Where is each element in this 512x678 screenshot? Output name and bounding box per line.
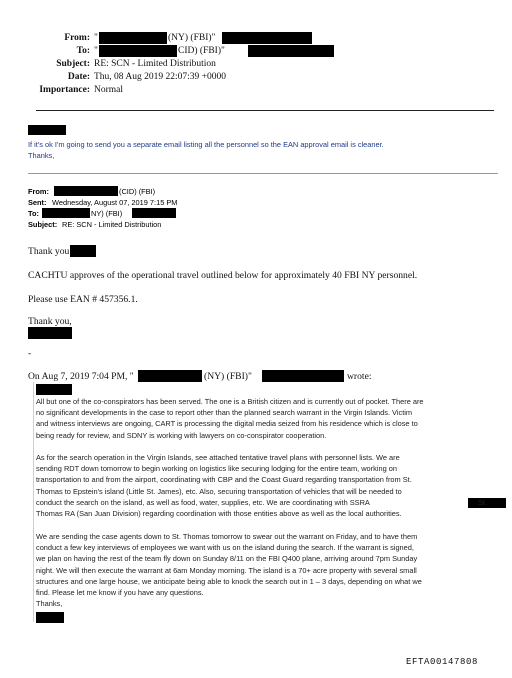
from-value: (NY) (FBI)"	[168, 33, 216, 43]
reply-thanks: Thanks,	[28, 151, 55, 160]
importance-value: Normal	[94, 85, 124, 95]
fwd-subject-label: Subject:	[28, 220, 58, 229]
approval-closing: Thank you,	[28, 316, 72, 327]
redaction-block	[28, 327, 72, 339]
separator-dash: -	[28, 348, 32, 359]
redaction-block	[36, 384, 72, 395]
redaction-block	[28, 125, 66, 135]
quoted-paragraph-1: All but one of the co-conspirators has been served. The one is a British citizen and is currently out of pocket. There are no significant developments in the case to report other than the planned search warrant in the Virgin Islands. Victim and witness interviews are ongoing, CART is processing the digital media seized from his residence which is close to being ready for review, and SDNY is working with lawyers on co-conspirator cooperation.	[36, 397, 424, 440]
fwd-subject-value: RE: SCN - Limited Distribution	[62, 220, 162, 229]
redaction-block	[262, 370, 344, 382]
redaction-block	[99, 45, 177, 57]
from-quote: "	[94, 33, 98, 43]
approval-body: CACHTU approves of the operational travel outlined below for approximately 40 FBI NY personnel.	[28, 270, 418, 281]
quoted-intro: On Aug 7, 2019 7:04 PM, "	[28, 371, 134, 382]
redaction-block	[222, 32, 312, 44]
quoted-paragraph-3: We are sending the case agents down to St. Thomas tomorrow to swear out the warrant on Friday, and to have them conduct a few key interviews of employees we want with us on the island during the search. If the warrant is signed, we plan on having the rest of the team fly down on Sunday 8/11 on the FBI Q400 plane, arriving around 7pm Sunday night. We will then execute the warrant at 6am Monday morning. The island is a 70+ acre property with several small structures and one large house, we anticipate being able to knock the search out in 1 – 3 days, depending on what we find. Please let me know if you have any questions. Thanks,	[36, 532, 422, 609]
to-label: To:	[76, 46, 90, 56]
quoted-paragraph-2: As for the search operation in the Virgin Islands, see attached tentative travel plans with personnel lists. We are sending RDT down tomorrow to begin working on logistics like securing lodging for the entire team, working on transportation to and from the airport, coordinating with CBP and the Coast Guard regarding transportation from St. Thomas to Epstein's island (Little St. James), etc. Also, securing transportation of vehicles that will be needed to conduct the search on the island, as well as food, water, supplies, etc. We are coordinating with SSRA St. Thomas RA (San Juan Division) regarding coordination with those entities above as well as the local authorities.	[36, 452, 498, 519]
to-quote: "	[94, 46, 98, 56]
from-label: From:	[64, 33, 90, 43]
quoted-intro-wrote: wrote:	[347, 371, 372, 382]
redaction-block	[248, 45, 334, 57]
fwd-to-label: To:	[28, 209, 39, 218]
fwd-sent-label: Sent:	[28, 198, 47, 207]
fwd-from-value: (CID) (FBI)	[119, 187, 156, 196]
subject-value: RE: SCN - Limited Distribution	[94, 59, 216, 69]
redaction-block	[70, 245, 96, 257]
redaction-block	[99, 32, 167, 44]
header-divider	[36, 110, 494, 111]
ean-line: Please use EAN # 457356.1.	[28, 294, 138, 305]
redaction-block	[54, 186, 118, 196]
redaction-block	[36, 612, 64, 623]
reply-divider	[28, 173, 498, 174]
quoted-intro-name: (NY) (FBI)"	[204, 371, 252, 382]
redaction-block	[132, 208, 176, 218]
date-label: Date:	[67, 72, 90, 82]
subject-label: Subject:	[56, 59, 90, 69]
importance-label: Importance:	[39, 85, 90, 95]
bates-number: EFTA00147808	[406, 657, 479, 667]
redaction-block	[138, 370, 202, 382]
fwd-from-label: From:	[28, 187, 49, 196]
redaction-block	[42, 208, 90, 218]
reply-line: If it's ok I'm going to send you a separate email listing all the personnel so the EAN approval email is cleaner.	[28, 140, 384, 149]
fwd-to-value: NY) (FBI)	[91, 209, 123, 218]
thank-you-line: Thank you	[28, 246, 70, 257]
to-value: CID) (FBI)"	[178, 46, 225, 56]
fwd-sent-value: Wednesday, August 07, 2019 7:15 PM	[52, 198, 178, 207]
quote-bar	[33, 382, 34, 622]
date-value: Thu, 08 Aug 2019 22:07:39 +0000	[94, 72, 227, 82]
